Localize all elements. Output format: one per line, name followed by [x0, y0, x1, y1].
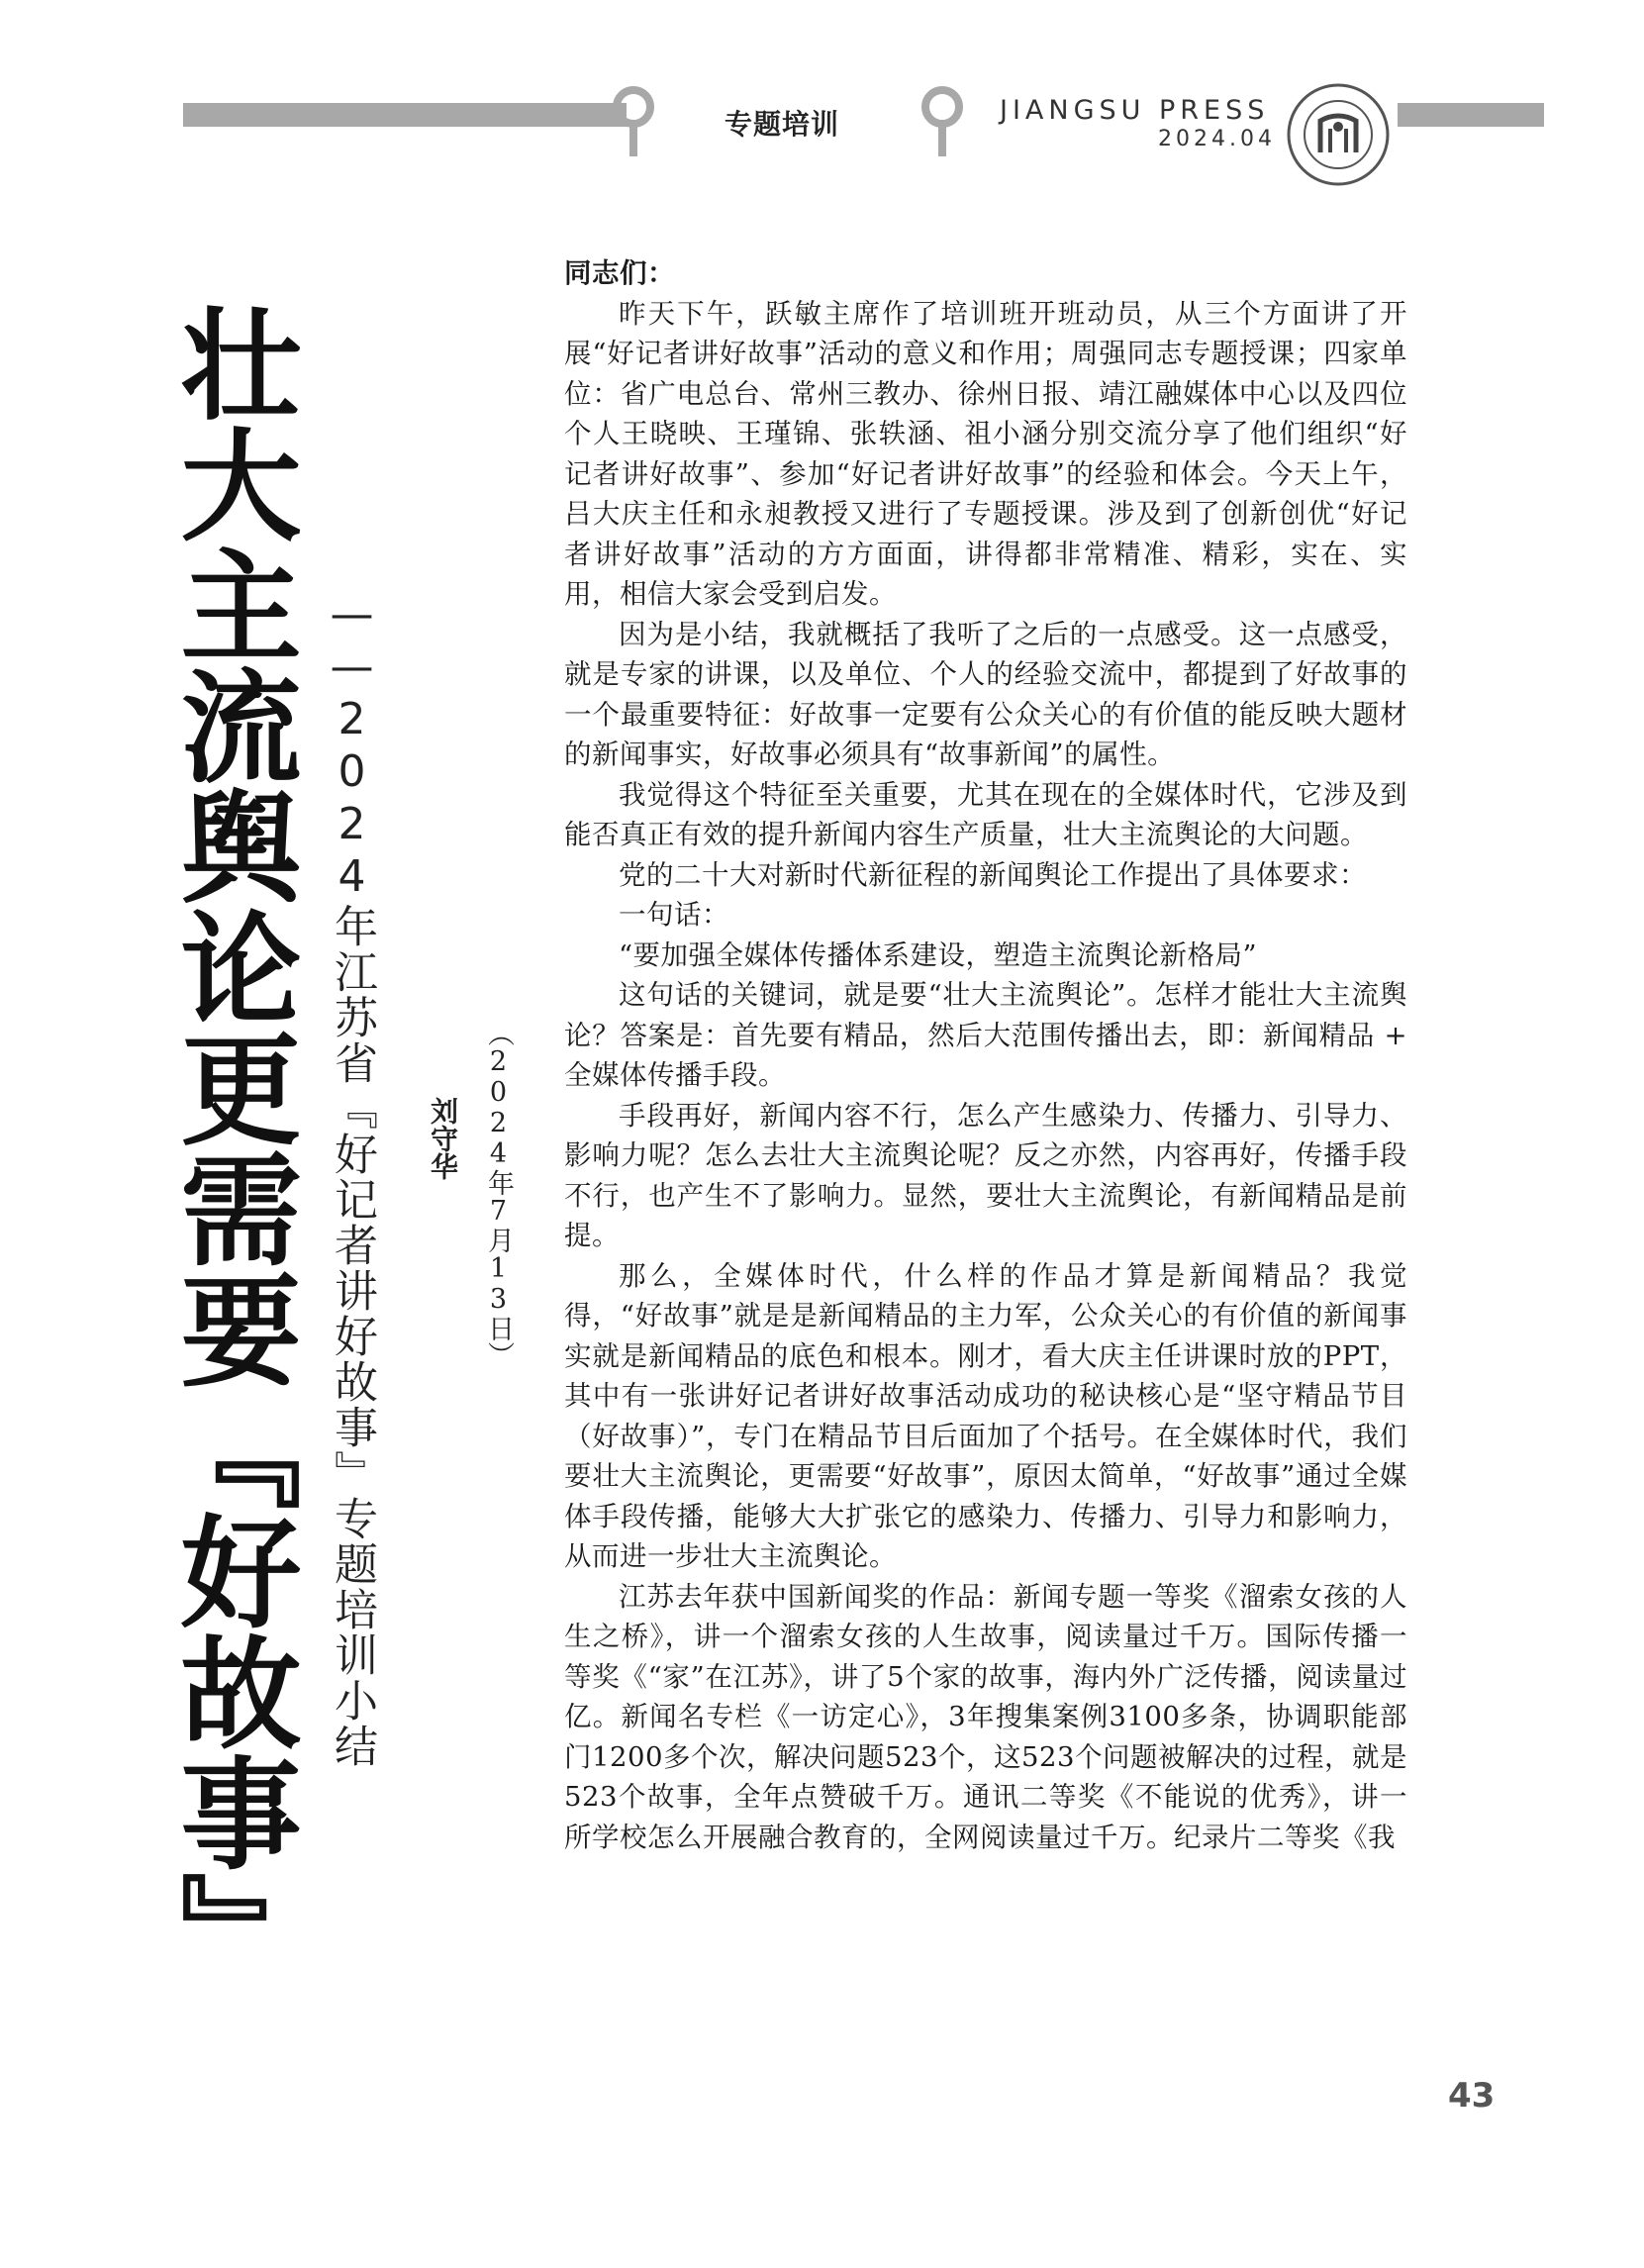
paragraph: 一句话：	[619, 899, 729, 931]
paragraph: 党的二十大对新时代新征程的新闻舆论工作提出了具体要求：	[619, 858, 1367, 891]
map-pin-icon	[920, 85, 964, 158]
paragraph: 昨天下午，跃敏主席作了培训班开班动员，从三个方面讲了开展“好记者讲好故事”活动的意义和作用；周强同志专题授课；四家单位：省广电总台、常州三教办、徐州日报、靖江融媒体中心以及四位个人王晓映、王瑾锦、张轶涵、祖小涵分别交流分享了他们组织“好记者讲好故事”、参加“好记者讲好故事”的经验和体会。今天上午，吕大庆主任和永昶教授又进行了专题授课。涉及到了创新创优“好记者讲好故事”活动的方方面面，讲得都非常精准、精彩，实在、实用，相信大家会受到启发。	[564, 297, 1407, 610]
paragraph: 因为是小结，我就概括了我听了之后的一点感受。这一点感受，就是专家的讲课，以及单位、个人的经验交流中，都提到了好故事的一个最重要特征：好故事一定要有公众关心的有价值的能反映大题材的新闻事实，好故事必须具有“故事新闻”的属性。	[564, 618, 1407, 770]
paragraph: 我觉得这个特征至关重要，尤其在现在的全媒体时代，它涉及到能否真正有效的提升新闻内容生产质量，壮大主流舆论的大问题。	[564, 778, 1407, 850]
article-subtitle: ——2024年江苏省『好记者讲好故事』专题培训小结	[327, 589, 377, 1769]
quote: “要加强全媒体传播体系建设，塑造主流舆论新格局”	[619, 938, 1258, 971]
article-title: 壮大主流舆论更需要『好故事』	[160, 302, 301, 1993]
map-pin-icon	[612, 85, 655, 158]
article-body	[564, 253, 1407, 1857]
paragraph: 这句话的关键词，就是要“壮大主流舆论”。怎样才能壮大主流舆论？答案是：首先要有精品，然后大范围传播出去，即：新闻精品 + 全媒体传播手段。	[564, 979, 1407, 1091]
author-name: 刘守华	[427, 1097, 459, 1180]
header-bar-right	[1398, 103, 1544, 127]
paragraph: 那么，全媒体时代，什么样的作品才算是新闻精品？我觉得，“好故事”就是是新闻精品的主力军，公众关心的有价值的新闻事实就是新闻精品的底色和根本。刚才，看大庆主任讲课时放的PPT，其中有一张讲好记者讲好故事活动成功的秘诀核心是“坚守精品节目（好故事）”，专门在精品节目后面加了个括号。在全媒体时代，我们要壮大主流舆论，更需要“好故事”，原因太简单，“好故事”通过全媒体手段传播，能够大大扩张它的感染力、传播力、引导力和影响力，从而进一步壮大主流舆论。	[564, 1259, 1407, 1572]
paragraph: 江苏去年获中国新闻奖的作品：新闻专题一等奖《溜索女孩的人生之桥》，讲一个溜索女孩的人生故事，阅读量过千万。国际传播一等奖《“家”在江苏》，讲了5个家的故事，海内外广泛传播，阅读量过亿。新闻名专栏《一访定心》，3年搜集案例3100多条，协调职能部门1200多个次，解决问题523个，这523个问题被解决的过程，就是523个故事，全年点赞破千万。通讯二等奖《不能说的优秀》，讲一所学校怎么开展融合教育的，全网阅读量过千万。纪录片二等奖《我	[564, 1580, 1407, 1853]
issue-date: 2024.04	[1158, 127, 1276, 151]
header-bar-left	[183, 103, 627, 127]
salutation: 同志们：	[564, 257, 675, 289]
speech-date: （2024年7月13日）	[483, 1020, 514, 1368]
section-label: 专题培训	[725, 108, 840, 141]
jiangsu-journalists-seal-icon	[1285, 81, 1392, 188]
paragraph: 手段再好，新闻内容不行，怎么产生感染力、传播力、引导力、影响力呢？怎么去壮大主流舆论呢？反之亦然，内容再好，传播手段不行，也产生不了影响力。显然，要壮大主流舆论，有新闻精品是前提。	[564, 1099, 1407, 1251]
press-name: JIANGSU PRESS	[1000, 95, 1270, 126]
page-number: 43	[1448, 2076, 1496, 2116]
